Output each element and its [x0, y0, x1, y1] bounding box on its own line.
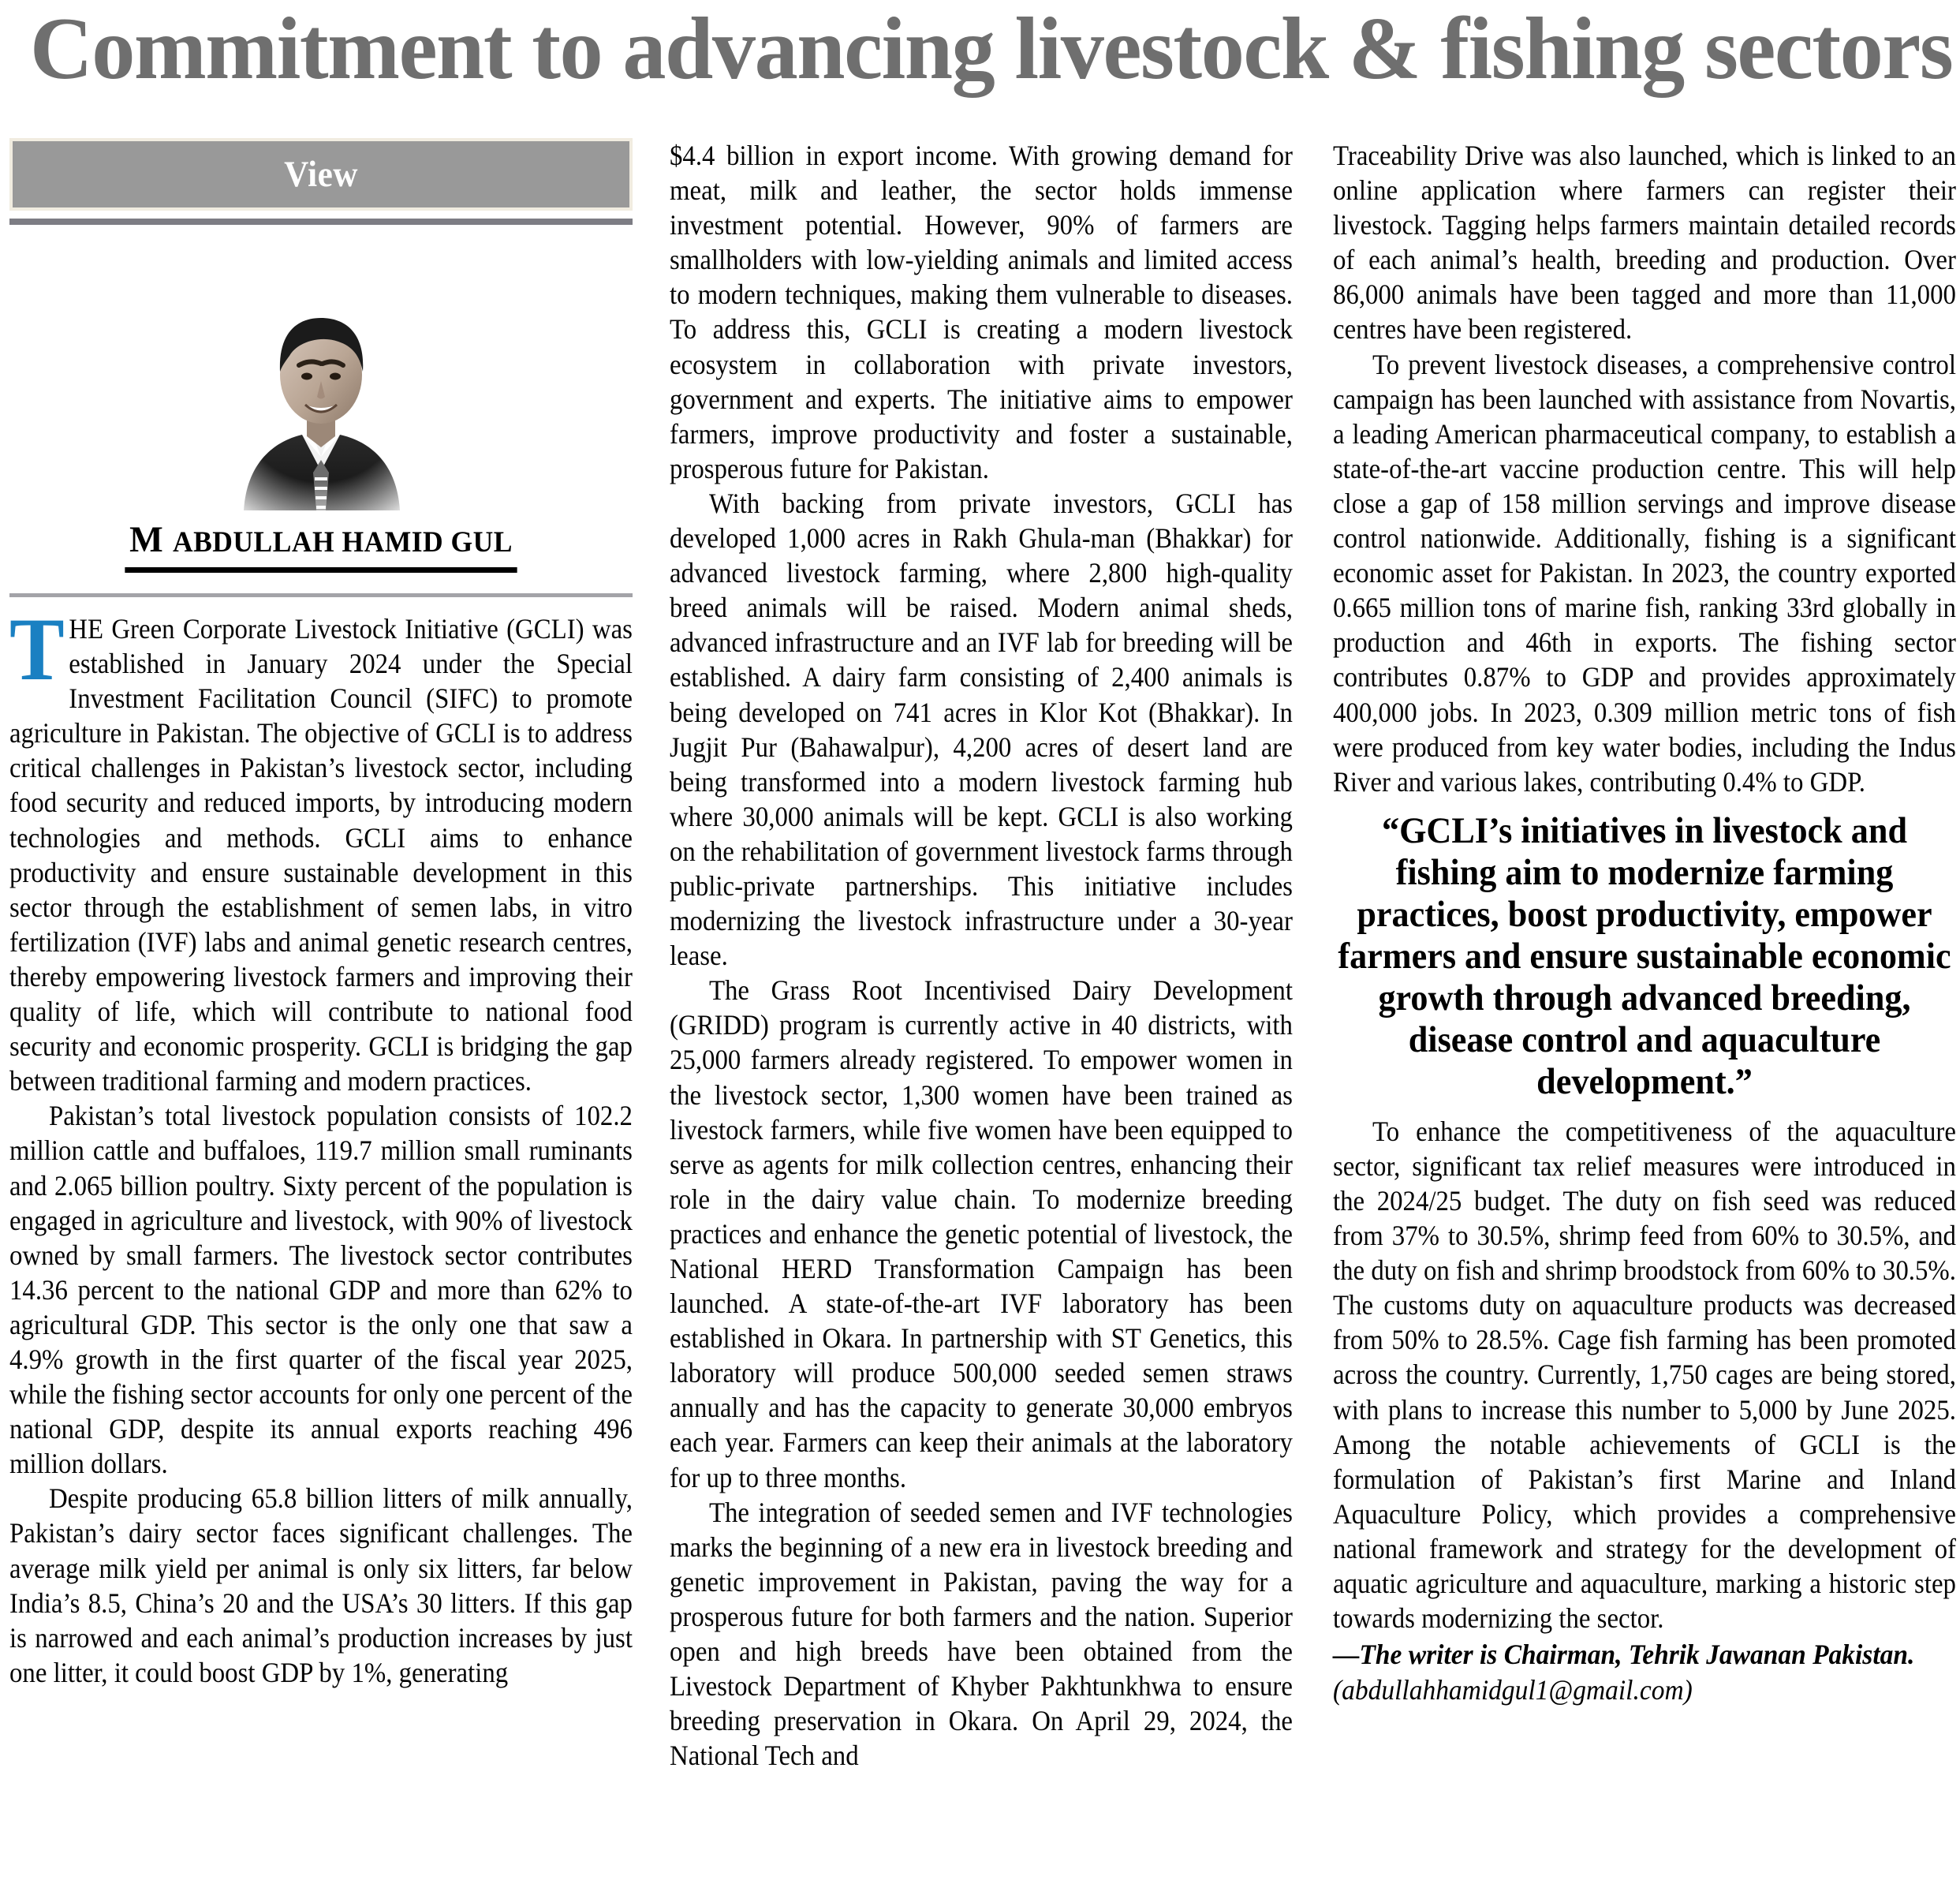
- paragraph: [1333, 347, 1956, 799]
- drop-cap: T: [9, 600, 65, 699]
- byline-divider-rule: [9, 593, 633, 597]
- paragraph-text: The Grass Root Incentivised Dairy Development (GRIDD) program is currently active in 40 districts, with 25,000 farmers already registered. To empower women in the livestock sector, 1,300 women have been trained as livestock farmers, while five women have been equipped to serve as agents for milk collection centres, enhancing their role in the dairy value chain. To modernize breeding practices and enhance the genetic potential of livestock, the National HERD Transformation Campaign has been launched. A state-of-the-art IVF laboratory has been established in Okara. In partnership with ST Genetics, this laboratory will produce 500,000 seeded semen straws annually and has the capacity to generate 30,000 embryos each year. Farmers can keep their animals at the laboratory for up to three months.: [670, 974, 1293, 1493]
- paragraph-text: $4.4 billion in export income. With growing demand for meat, milk and leather, the sector holds immense investment potential. However, 90% of farmers are smallholders with low-yielding animals and limited access to modern techniques, making them vulnerable to diseases. To address this, GCLI is creating a modern livestock ecosystem in collaboration with private investors, government and experts. The initiative aims to empower farmers, improve productivity and foster a sustainable, prosperous future for Pakistan.: [670, 140, 1293, 484]
- column-three-body-bottom: [1333, 1114, 1956, 1635]
- column-one-body: [9, 600, 633, 1690]
- paragraph: [9, 1098, 633, 1481]
- paragraph: [670, 138, 1293, 486]
- view-banner: [9, 138, 633, 211]
- paragraph: [670, 973, 1293, 1494]
- article-grid: [0, 138, 1960, 1880]
- paragraph: [9, 600, 633, 1098]
- paragraph-text: With backing from private investors, GCLI has developed 1,000 acres in Rakh Ghula-man (Bhakkar) for advanced livestock farming, where 2,800 high-quality breed animals will be raised. Modern animal sheds, advanced infrastructure and an IVF lab for breeding will be established. A dairy farm consisting of 2,400 animals is being developed on 741 acres in Klor Kot (Bhakkar). In Jugjit Pur (Bahawalpur), 4,200 acres of desert land are being transformed into a modern livestock farming hub where 30,000 animals will be kept. GCLI is also working on the rehabilitation of government livestock farms through public-private partnerships. This initiative includes modernizing the livestock infrastructure under a 30-year lease.: [670, 487, 1293, 972]
- paragraph-text: Traceability Drive was also launched, which is linked to an online application where farmers can register their livestock. Tagging helps farmers maintain detailed records of each animal’s health, breeding and production. Over 86,000 animals have been tagged and more than 11,000 centres have been registered.: [1333, 140, 1956, 346]
- writer-email[interactable]: (abdullahhamidgul1@gmail.com): [1333, 1674, 1693, 1706]
- column-one: [9, 138, 633, 1690]
- banner-divider-rule: [9, 219, 633, 225]
- author-name: [125, 518, 517, 573]
- view-banner-label: View: [284, 154, 358, 195]
- paragraph: [1333, 138, 1956, 347]
- paragraph-text: Despite producing 65.8 billion litters of milk annually, Pakistan’s dairy sector faces significant challenges. The average milk yield per animal is only six litters, far below India’s 8.5, China’s 20 and the USA’s 30 litters. If this gap is narrowed and each animal’s production increases by just one litter, it could boost GDP by 1%, generating: [9, 1482, 633, 1688]
- column-two: [670, 138, 1293, 1773]
- column-three: [1333, 138, 1956, 1708]
- author-initial: M: [129, 519, 164, 560]
- column-two-body: [670, 138, 1293, 1773]
- author-portrait-container: [9, 250, 633, 510]
- paragraph-text: Pakistan’s total livestock population consists of 102.2 million cattle and buffaloes, 119.7 million small ruminants and 2.065 billion poultry. Sixty percent of the population is engaged in agriculture and livestock, with 90% of livestock owned by small farmers. The livestock sector contributes 14.36 percent to the national GDP and more than 62% to agricultural GDP. This sector is the only one that saw a 4.9% growth in the first quarter of the fiscal year 2025, while the fishing sector accounts for only one percent of the national GDP, despite its annual exports reaching 496 million dollars.: [9, 1100, 633, 1480]
- pull-quote: “GCLI’s initiatives in livestock and fishing aim to modernize farming practices, boost productivity, empower farmers and ensure sustainable economic growth through advanced breeding, disease control and aquaculture development.”: [1338, 809, 1951, 1102]
- paragraph: [670, 1495, 1293, 1773]
- paragraph: [1333, 1114, 1956, 1635]
- paragraph-text: HE Green Corporate Livestock Initiative (GCLI) was established in January 2024 under the Special Investment Facilitation Council (SIFC) to promote agriculture in Pakistan. The objective of GCLI is to address critical challenges in Pakistan’s livestock sector, including food security and reduced imports, by introducing modern technologies and methods. GCLI aims to enhance productivity and ensure sustainable development in this sector through the establishment of semen labs, in vitro fertilization (IVF) labs and animal genetic research centres, thereby empowering livestock farmers and improving their quality of life, which will contribute to national food security and economic prosperity. GCLI is bridging the gap between traditional farming and modern practices.: [9, 613, 633, 1097]
- paragraph-text: The integration of seeded semen and IVF technologies marks the beginning of a new era in livestock breeding and genetic improvement in Pakistan, paving the way for a prosperous future for both farmers and the nation. Superior open and high breeds have been obtained from the Livestock Department of Khyber Pakhtunkhwa to ensure breeding preservation in Okara. On April 29, 2024, the National Tech and: [670, 1496, 1293, 1772]
- paragraph-text: To enhance the competitiveness of the aquaculture sector, significant tax relief measures were introduced in the 2024/25 budget. The duty on fish seed was reduced from 37% to 30.5%, shrimp feed from 60% to 30.5%, and the duty on fish and shrimp broodstock from 60% to 30.5%. The customs duty on aquaculture products was decreased from 50% to 28.5%. Cage fish farming has been promoted across the country. Currently, 1,750 cages are being stored, with plans to increase this number to 5,000 by June 2025. Among the notable achievements of GCLI is the formulation of Pakistan’s first Marine and Inland Aquaculture Policy, which provides a comprehensive national framework and strategy for the development of aquatic agriculture and aquaculture, marking a historic step towards modernizing the sector.: [1333, 1115, 1956, 1635]
- paragraph: [670, 486, 1293, 973]
- paragraph-text: To prevent livestock diseases, a comprehensive control campaign has been launched with assistance from Novartis, a leading American pharmaceutical company, to establish a state-of-the-art vaccine production centre. This will help close a gap of 158 million servings and improve disease control nationwide. Additionally, fishing is a significant economic asset for Pakistan. In 2023, the country exported 0.665 million tons of marine fish, ranking 33rd globally in production and 46th in exports. The fishing sector contributes 0.87% to GDP and provides approximately 400,000 jobs. In 2023, 0.309 million metric tons of fish were produced from key water bodies, including the Indus River and various lakes, contributing 0.4% to GDP.: [1333, 348, 1956, 798]
- byline: [9, 518, 633, 573]
- column-three-body-top: [1333, 138, 1956, 799]
- avatar: [203, 274, 439, 510]
- writer-credit: —The writer is Chairman, Tehrik Jawanan Pakistan.: [1333, 1639, 1915, 1671]
- paragraph: [9, 1481, 633, 1690]
- author-surname: ABDULLAH HAMID GUL: [172, 526, 513, 559]
- page-title: Commitment to advancing livestock & fishing sectors: [30, 0, 1953, 98]
